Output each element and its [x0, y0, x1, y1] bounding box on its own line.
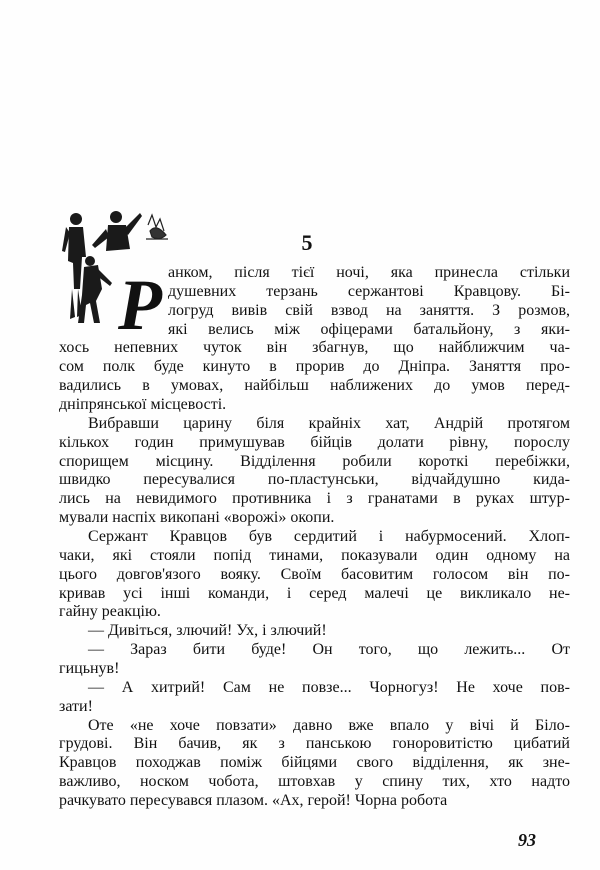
text-line: хось непевних чуток він збагнув, що найближчим ча-: [59, 339, 570, 357]
text-line: цього довгов'язого вояку. Своїм басовитим голосом він по-: [59, 565, 570, 583]
text-line: анком, після тієї ночі, яка принесла стільки: [168, 264, 570, 281]
drop-cap-illustration: [56, 205, 168, 335]
text-line: Оте «не хоче повзати» давно вже впало у вічі й Біло-: [88, 716, 570, 734]
text-line: рачкувато пересувався плазом. «Ах, герой! Чорна робота: [59, 792, 448, 809]
page-number: 93: [518, 830, 536, 850]
text-line: кривав усі інші команди, і серед малечі це викликало не-: [59, 584, 570, 602]
text-line: душевних терзань сержантові Кравцову. Бі-: [168, 282, 570, 300]
text-line: дніпрянської місцевості.: [59, 396, 227, 413]
text-line: мували наспіх викопані «ворожі» окопи.: [59, 509, 335, 527]
drop-cap-letter: Р: [118, 265, 162, 335]
text-line: які велись між офіцерами батальйону, з яки-: [168, 320, 570, 338]
text-line: кількох годин примушував бійців долати рівну, порослу: [59, 433, 570, 451]
text-line: лись на невидимого противника і з гранатами в руках штур-: [59, 490, 570, 508]
text-line: Вибравши царину біля крайніх хат, Андрій протягом: [88, 414, 570, 432]
text-line: швидко пересувалися по-пластунськи, відчайдушно кида-: [59, 471, 570, 489]
text-line: спорищем місцину. Відділення робили короткі перебіжки,: [59, 452, 570, 470]
dialog-line: гицьнув!: [59, 660, 120, 677]
text-line: гайну реакцію.: [59, 603, 161, 621]
dialog-line: — Дивіться, злючий! Ух, і злючий!: [88, 622, 327, 640]
text-line: вадились в умовах, найбільш наближених до умов перед-: [59, 377, 570, 395]
text-line: чаки, які стояли попід тинами, показували один одному на: [59, 546, 570, 564]
dialog-line: — А хитрий! Сам не повзе... Чорногуз! Не хоче пов-: [88, 678, 570, 696]
chapter-number: 5: [301, 230, 313, 255]
text-line: важливо, носком чобота, штовхав у спину тих, хто надто: [59, 773, 570, 791]
dialog-line: — Зараз бити буде! Он того, що лежить... От: [88, 641, 570, 659]
text-line: грудові. Він бачив, як з панською гоноровитістю цибатий: [59, 735, 570, 753]
text-line: Сержант Кравцов був сердитий і набурмосений. Хлоп-: [88, 528, 570, 545]
dialog-line: зати!: [59, 697, 93, 715]
text-line: Кравцов походжав поміж бійцями свого відділення, як зне-: [59, 754, 570, 772]
text-line: сом полк буде кинуто в прорив до Дніпра. Заняття про-: [59, 358, 570, 376]
text-line: логруд вивів свій взвод на заняття. З розмов,: [168, 301, 570, 319]
